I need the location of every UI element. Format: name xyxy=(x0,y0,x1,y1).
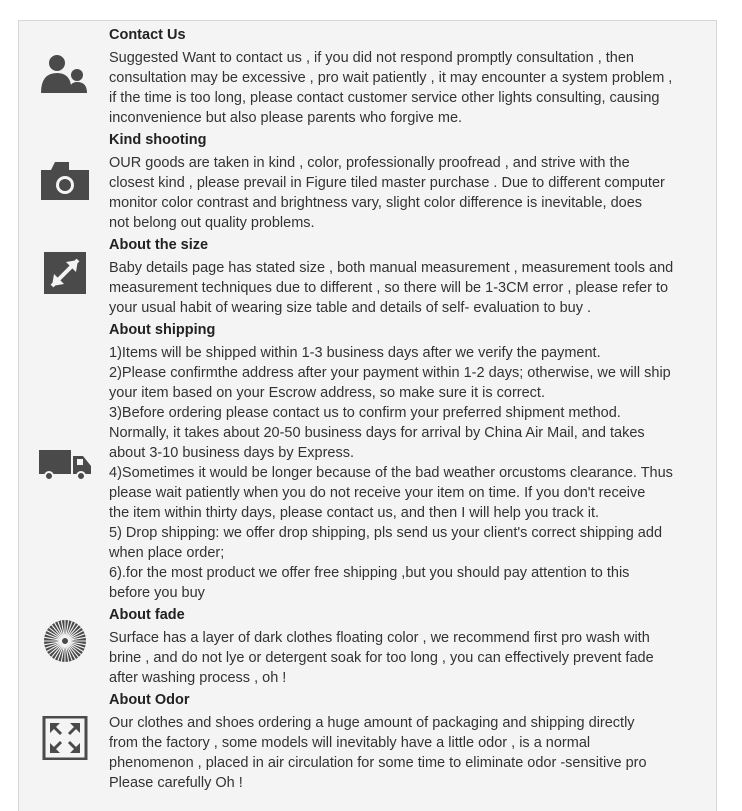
text-line: Suggested Want to contact us , if you did not respond promptly consultation , then xyxy=(109,50,634,66)
text-line: Baby details page has stated size , both manual measurement , measurement tools and xyxy=(109,260,674,276)
text-line: Our clothes and shoes ordering a huge amount of packaging and shipping directly xyxy=(109,715,635,731)
text-line: 2)Please confirmthe address after your payment within 1-2 days; otherwise, we will ship xyxy=(109,365,671,381)
text-line: when place order; xyxy=(109,545,225,561)
section-title: About the size xyxy=(109,237,209,253)
section-title: About fade xyxy=(109,607,185,623)
section-body xyxy=(109,48,709,128)
text-line: closest kind , please prevail in Figure tiled master purchase . Due to different computer xyxy=(109,175,665,191)
text-line: Please carefully Oh ! xyxy=(109,775,243,791)
people-icon xyxy=(39,53,91,97)
section-title: Kind shooting xyxy=(109,132,207,148)
text-line: measurement techniques due to different , so there will be 1-3CM error , please refer to xyxy=(109,280,669,296)
text-line: about 3-10 business days by Express. xyxy=(109,445,355,461)
text-line: monitor color contrast and brightness vary, slight color difference is inevitable, does xyxy=(109,195,643,211)
text-line: before you buy xyxy=(109,585,205,601)
text-line: 5) Drop shipping: we offer drop shipping, pls send us your client's correct shipping add xyxy=(109,525,663,541)
text-line: 4)Sometimes it would be longer because of the bad weather orcustoms clearance. Thus xyxy=(109,465,673,481)
camera-icon xyxy=(39,158,91,202)
section-body xyxy=(109,153,709,233)
section-title: Contact Us xyxy=(109,27,186,43)
section-body xyxy=(109,258,709,318)
text-line: after washing process , oh ! xyxy=(109,670,287,686)
text-line: Surface has a layer of dark clothes floating color , we recommend first pro wash with xyxy=(109,630,650,646)
text-line: 6).for the most product we offer free shipping ,but you should pay attention to this xyxy=(109,565,630,581)
text-line: if the time is too long, please contact customer service other lights consulting, causing xyxy=(109,90,660,106)
truck-icon xyxy=(39,440,91,484)
text-line: from the factory , some models will inevitably have a little odor , is a normal xyxy=(109,735,591,751)
section-body xyxy=(109,628,709,688)
section-title: About Odor xyxy=(109,692,190,708)
text-line: your item based on your Escrow address, so make sure it is correct. xyxy=(109,385,545,401)
text-line: Normally, it takes about 20-50 business days for arrival by China Air Mail, and takes xyxy=(109,425,645,441)
text-line: phenomenon , placed in air circulation for some time to eliminate odor -sensitive pro xyxy=(109,755,647,771)
resize-arrow-icon xyxy=(39,251,91,295)
text-line: 3)Before ordering please contact us to confirm your preferred shipment method. xyxy=(109,405,621,421)
text-line: 1)Items will be shipped within 1-3 business days after we verify the payment. xyxy=(109,345,601,361)
text-line: inconvenience but also please parents who forgive me. xyxy=(109,110,463,126)
text-line: please wait patiently when you do not receive your item on time. If you don't receive xyxy=(109,485,646,501)
text-line: OUR goods are taken in kind , color, professionally proofread , and strive with the xyxy=(109,155,630,171)
section-body xyxy=(109,343,709,603)
fade-burst-icon xyxy=(39,619,91,663)
text-line: the item within thirty days, please contact us, and then I will help you track it. xyxy=(109,505,600,521)
text-line: not belong out quality problems. xyxy=(109,215,315,231)
info-panel xyxy=(18,20,717,811)
text-line: brine , and do not lye or detergent soak for too long , you can effectively prevent fade xyxy=(109,650,654,666)
text-line: your usual habit of wearing size table and details of self- evaluation to buy . xyxy=(109,300,592,316)
expand-arrows-icon xyxy=(39,716,91,760)
section-body xyxy=(109,713,709,793)
text-line: consultation may be excessive , pro wait patiently , it may encounter a system problem , xyxy=(109,70,673,86)
section-title: About shipping xyxy=(109,322,216,338)
